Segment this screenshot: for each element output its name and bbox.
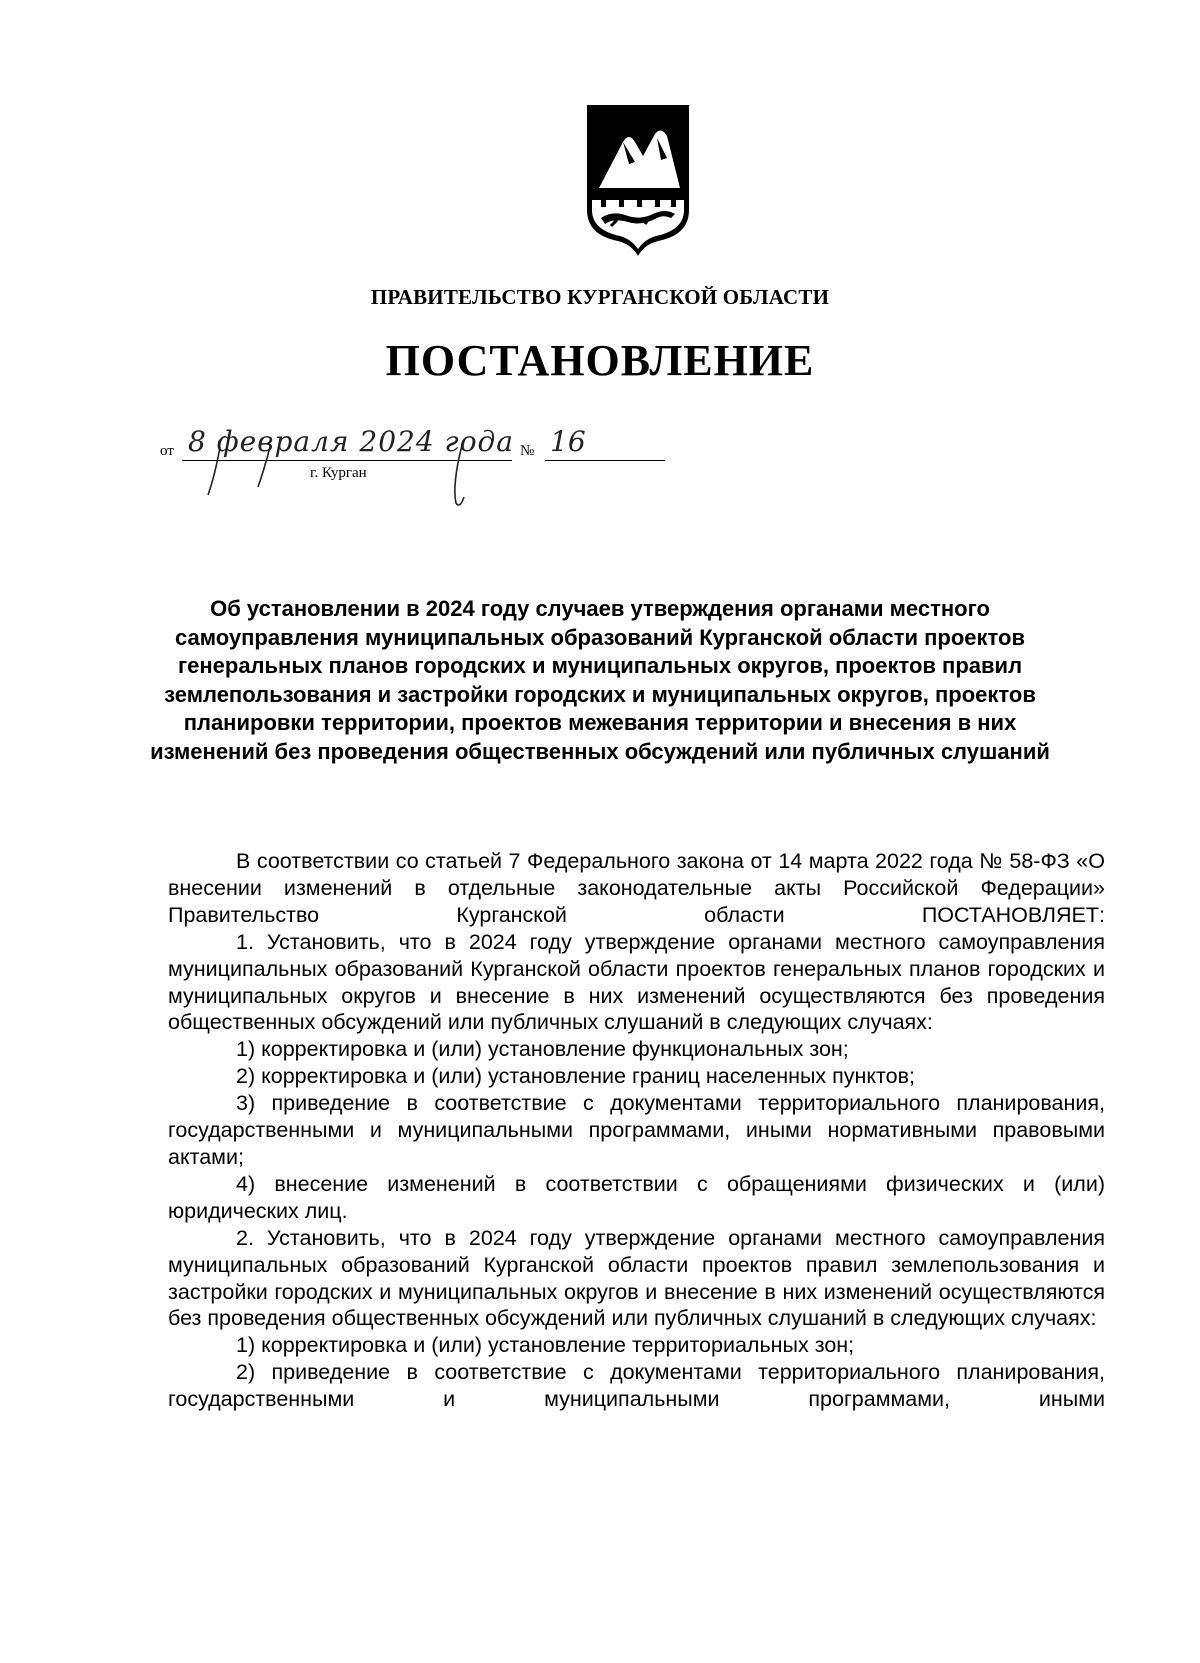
- date-prefix: от: [160, 443, 174, 459]
- document-type-heading: ПОСТАНОВЛЕНИЕ: [385, 336, 815, 385]
- document-body: [168, 848, 1105, 1413]
- handwriting-descenders: [160, 425, 680, 515]
- issuing-authority: ПРАВИТЕЛЬСТВО КУРГАНСКОЙ ОБЛАСТИ: [370, 285, 830, 309]
- clause-1-item-3: 3) приведение в соответствие с документами территориального планирования, государственными и муниципальными программами, иными нормативными правовыми актами;: [168, 1091, 1105, 1169]
- city-label: г. Курган: [310, 465, 367, 481]
- clause-1-item-2: 2) корректировка и (или) установление границ населенных пунктов;: [236, 1064, 916, 1089]
- clause-2-item-1: 1) корректировка и (или) установление территориальных зон;: [236, 1333, 855, 1358]
- handwritten-number: 16: [550, 425, 586, 458]
- document-subject: Об установлении в 2024 году случаев утверждения органами местного самоуправления муниципальных образований Курганской области проектов генеральных планов городских и муниципальных округов, проектов правил землепользования и застройки городских и муниципальных округов, проектов планировки территории, проектов межевания территории и внесения в них изменений без проведения общественных обсуждений или публичных слушаний: [150, 596, 1050, 764]
- clause-1-item-4: 4) внесение изменений в соответствии с обращениями физических и (или) юридических лиц.: [168, 1171, 1105, 1223]
- clause-2-item-2: 2) приведение в соответствие с документами территориального планирования, государственными и муниципальными программами, иными: [168, 1360, 1105, 1412]
- number-prefix: №: [520, 443, 535, 459]
- clause-1: 1. Установить, что в 2024 году утверждение органами местного самоуправления муниципальных образований Курганской области проектов генеральных планов городских и муниципальных округов и внесение в них изменений осуществляются без проведения общественных обсуждений или публичных слушаний в следующих случаях:: [168, 929, 1105, 1035]
- preamble-paragraph: В соответствии со статьей 7 Федерального закона от 14 марта 2022 года № 58-ФЗ «О внесении изменений в отдельные законодательные акты Российской Федерации» Правительство Курганской области ПОСТАНОВЛЯЕТ:: [168, 849, 1105, 927]
- clause-2: 2. Установить, что в 2024 году утверждение органами местного самоуправления муниципальных образований Курганской области проектов правил землепользования и застройки городских и муниципальных округов и внесение в них изменений осуществляются без проведения общественных обсуждений или публичных слушаний в следующих случаях:: [168, 1225, 1105, 1331]
- coat-of-arms-icon: [583, 102, 693, 256]
- date-number-block: [160, 425, 680, 515]
- handwritten-date: 8 февраля 2024 года: [188, 425, 514, 458]
- clause-1-item-1: 1) корректировка и (или) установление функциональных зон;: [236, 1037, 849, 1062]
